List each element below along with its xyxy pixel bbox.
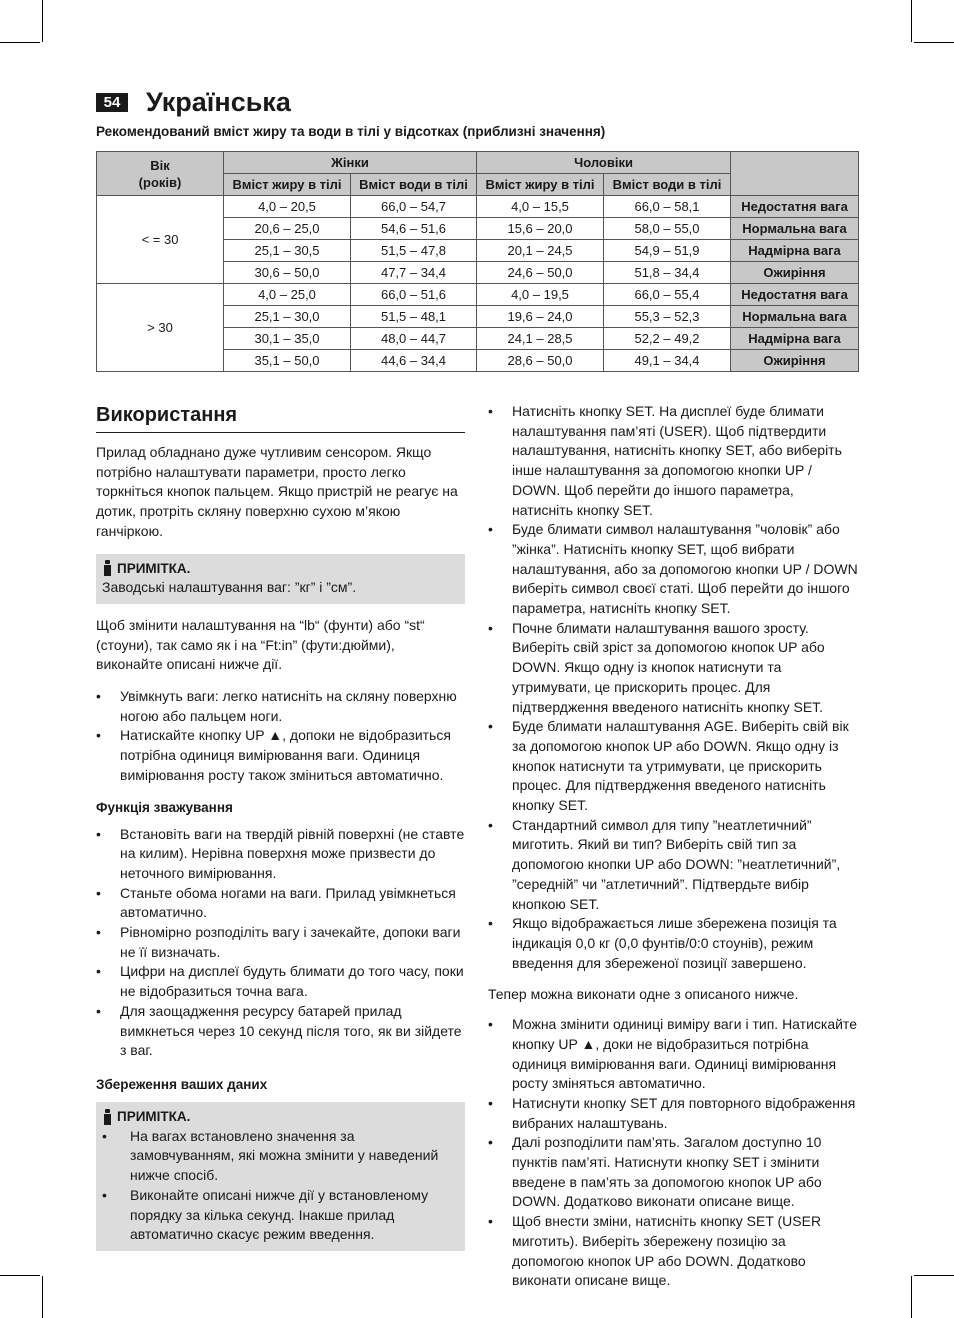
page-header (96, 86, 858, 118)
right-column (488, 402, 858, 1303)
table-cell: 19,6 – 24,0 (477, 306, 604, 328)
note-label: ПРИМІТКА. (117, 1108, 191, 1124)
header-women-fat: Вміст жиру в тілі (224, 174, 351, 196)
list-item: • Рівномірно розподіліть вагу і зачекайте, допоки ваги не її визначать. (96, 923, 465, 962)
list-item: • Встановіть ваги на твердій рівній поверхні (не ставте на килим). Нерівна поверхня може призвести до неточного вимірювання. (96, 825, 465, 884)
list-item: • Стандартний символ для типу ”неатлетичний” миготить. Який ви тип? Виберіть свій тип за допомогою кнопки UP або DOWN: ”неатлетичний”, ”середній” чи ”атлетичний”. Підтвердьте вибір кнопкою SET. (488, 816, 858, 915)
table-cell: 47,7 – 34,4 (351, 262, 477, 284)
table-cell: 4,0 – 25,0 (224, 284, 351, 306)
table-cell: 49,1 – 34,4 (604, 350, 731, 372)
table-cell: 66,0 – 54,7 (351, 196, 477, 218)
header-men-water: Вміст води в тілі (604, 174, 731, 196)
body-composition-table (96, 151, 858, 372)
table-cell: 66,0 – 58,1 (604, 196, 731, 218)
list-item: • Натиснути кнопку SET для повторного відображення вибраних налаштувань. (488, 1094, 858, 1133)
option-list (488, 1015, 858, 1291)
table-cell: 66,0 – 51,6 (351, 284, 477, 306)
table-cell: 51,5 – 48,1 (351, 306, 477, 328)
category-cell: Ожиріння (731, 262, 859, 284)
table-cell: 52,2 – 49,2 (604, 328, 731, 350)
table-cell: 20,6 – 25,0 (224, 218, 351, 240)
age-cell: > 30 (97, 284, 224, 372)
category-cell: Надмірна вага (731, 328, 859, 350)
table-cell: 51,5 – 47,8 (351, 240, 477, 262)
category-cell: Недостатня вага (731, 284, 859, 306)
list-item: • Натискайте кнопку UP ▲, допоки не відобразиться потрібна одиниця вимірювання ваги. Одиниця вимірювання росту також зміниться автоматично. (96, 726, 465, 785)
table-cell: 24,6 – 50,0 (477, 262, 604, 284)
category-cell: Нормальна вага (731, 306, 859, 328)
list-item: • Далі розподілити пам’ять. Загалом доступно 10 пунктів пам’яті. Натиснути кнопку SET і змінити введене в пам’ять за допомогою кнопок UP або DOWN. Додатково виконати описане вище. (488, 1133, 858, 1212)
note-label: ПРИМІТКА. (117, 560, 191, 576)
list-item: • Цифри на дисплеї будуть блимати до того часу, поки не відобразиться точна вага. (96, 962, 465, 1001)
table-row (97, 284, 859, 306)
list-item: • Виконайте описані нижче дії у встановленому порядку за кілька секунд. Інакше прилад автоматично скасує режим введення. (102, 1186, 459, 1245)
crop-mark (0, 42, 40, 43)
note-box (96, 554, 465, 604)
header-category (731, 152, 859, 196)
table-cell: 30,1 – 35,0 (224, 328, 351, 350)
list-item: • Якщо відображається лише збережена позиція та індикація 0,0 кг (0,0 фунтів/0:0 стоунів), режим введення для збереженої позиції завершено. (488, 914, 858, 973)
section-heading: Використання (96, 402, 465, 433)
table-cell: 51,8 – 34,4 (604, 262, 731, 284)
list-item: • На вагах встановлено значення за замовчуванням, які можна змінити у наведений нижче спосіб. (102, 1127, 459, 1186)
crop-mark (911, 1276, 912, 1318)
info-icon (102, 560, 113, 576)
table-cell: 48,0 – 44,7 (351, 328, 477, 350)
page-number: 54 (96, 93, 128, 112)
table-cell: 58,0 – 55,0 (604, 218, 731, 240)
subheading-saving: Збереження ваших даних (96, 1076, 268, 1092)
list-item: • Натисніть кнопку SET. На дисплеї буде блимати налаштування пам’яті (USER). Щоб підтвердити налаштування, натисніть кнопку SET, або виберіть інше налаштування за допомогою кнопки UP / DOWN. Щоб перейти до іншого параметра, натисніть кнопку SET. (488, 402, 858, 520)
table-cell: 55,3 – 52,3 (604, 306, 731, 328)
list-item: • Для заощадження ресурсу батарей прилад вимкнеться через 10 секунд після того, як ви зійдете з ваг. (96, 1002, 465, 1061)
now-paragraph: Тепер можна виконати одне з описаного нижче. (488, 986, 799, 1003)
table-cell: 4,0 – 15,5 (477, 196, 604, 218)
table-cell: 28,6 – 50,0 (477, 350, 604, 372)
list-item: • Буде блимати налаштування AGE. Виберіть свій вік за допомогою кнопок UP або DOWN. Якщо одну із кнопок натиснути та утримувати, це прискорить процес. Для підтвердження введеного натисніть кнопку SET. (488, 717, 858, 816)
table-title: Рекомендований вміст жиру та води в тілі у відсотках (приблизні значення) (96, 124, 606, 139)
header-men-fat: Вміст жиру в тілі (477, 174, 604, 196)
table-cell: 66,0 – 55,4 (604, 284, 731, 306)
crop-mark (914, 42, 954, 43)
table-cell: 35,1 – 50,0 (224, 350, 351, 372)
list-item: • Можна змінити одиниці виміру ваги і тип. Натискайте кнопку UP ▲, доки не відобразиться потрібна одиниця вимірювання ваги. Одиниці вимірювання росту зміняться автоматично. (488, 1015, 858, 1094)
setup-steps (488, 402, 858, 973)
list-item: • Почне блимати налаштування вашого зросту. Виберіть свій зріст за допомогою кнопок UP або DOWN. Якщо одну із кнопок натиснути та утримувати, це прискорить процес. Для підтвердження введеного натисніть кнопку SET. (488, 619, 858, 718)
list-item: • Увімкнуть ваги: легко натисніть на скляну поверхню ногою або пальцем ноги. (96, 687, 465, 726)
list-item: • Станьте обома ногами на ваги. Прилад увімкнеться автоматично. (96, 884, 465, 923)
left-column (96, 402, 465, 1263)
category-cell: Ожиріння (731, 350, 859, 372)
note-list (102, 1127, 459, 1245)
header-men: Чоловіки (477, 152, 731, 174)
list-item: • Щоб внести зміни, натисніть кнопку SET (USER миготить). Виберіть збережену позицію за допомогою кнопок UP або DOWN. Додатково виконати описане вище. (488, 1212, 858, 1291)
list-item: • Буде блимати символ налаштування ”чоловік” або ”жінка”. Натисніть кнопку SET, щоб вибрати налаштування, або за допомогою кнопки UP / DOWN виберіть символ своєї статі. Щоб перейти до іншого параметра, натисніть кнопку SET. (488, 520, 858, 619)
units-paragraph: Щоб змінити налаштування на “lb“ (фунти) або “st“ (стоуни), так само як і на “Ft:in” (фути:дюйми), виконайте описані нижче дії. (96, 616, 425, 673)
age-cell: < = 30 (97, 196, 224, 284)
table-cell: 15,6 – 20,0 (477, 218, 604, 240)
table-cell: 44,6 – 34,4 (351, 350, 477, 372)
table-cell: 4,0 – 20,5 (224, 196, 351, 218)
table-cell: 24,1 – 28,5 (477, 328, 604, 350)
crop-mark (914, 1275, 954, 1276)
header-women: Жінки (224, 152, 477, 174)
note-box (96, 1102, 465, 1251)
crop-mark (42, 0, 43, 42)
intro-paragraph: Прилад обладнано дуже чутливим сенсором. Якщо потрібно налаштувати параметри, просто легко торкніться кнопок пальцем. Якщо пристрій не реагує на дотик, протріть скляну поверхню сухою м’якою ганчіркою. (96, 444, 458, 539)
header-women-water: Вміст води в тілі (351, 174, 477, 196)
table-cell: 30,6 – 50,0 (224, 262, 351, 284)
table-cell: 4,0 – 19,5 (477, 284, 604, 306)
table-cell: 25,1 – 30,0 (224, 306, 351, 328)
category-cell: Недостатня вага (731, 196, 859, 218)
crop-mark (0, 1275, 40, 1276)
subheading-weighing: Функція зважування (96, 799, 233, 815)
page-title: Українська (146, 87, 291, 117)
crop-mark (42, 1276, 43, 1318)
note-text: Заводські налаштування ваг: ”кг” і ”см”. (102, 579, 357, 596)
units-steps (96, 687, 465, 786)
crop-mark (911, 0, 912, 42)
table-cell: 25,1 – 30,5 (224, 240, 351, 262)
category-cell: Нормальна вага (731, 218, 859, 240)
info-icon (102, 1109, 113, 1125)
weighing-steps (96, 825, 465, 1061)
category-cell: Надмірна вага (731, 240, 859, 262)
table-cell: 54,9 – 51,9 (604, 240, 731, 262)
header-age: Вік (років) (97, 152, 224, 196)
table-row (97, 196, 859, 218)
table-cell: 20,1 – 24,5 (477, 240, 604, 262)
table-cell: 54,6 – 51,6 (351, 218, 477, 240)
